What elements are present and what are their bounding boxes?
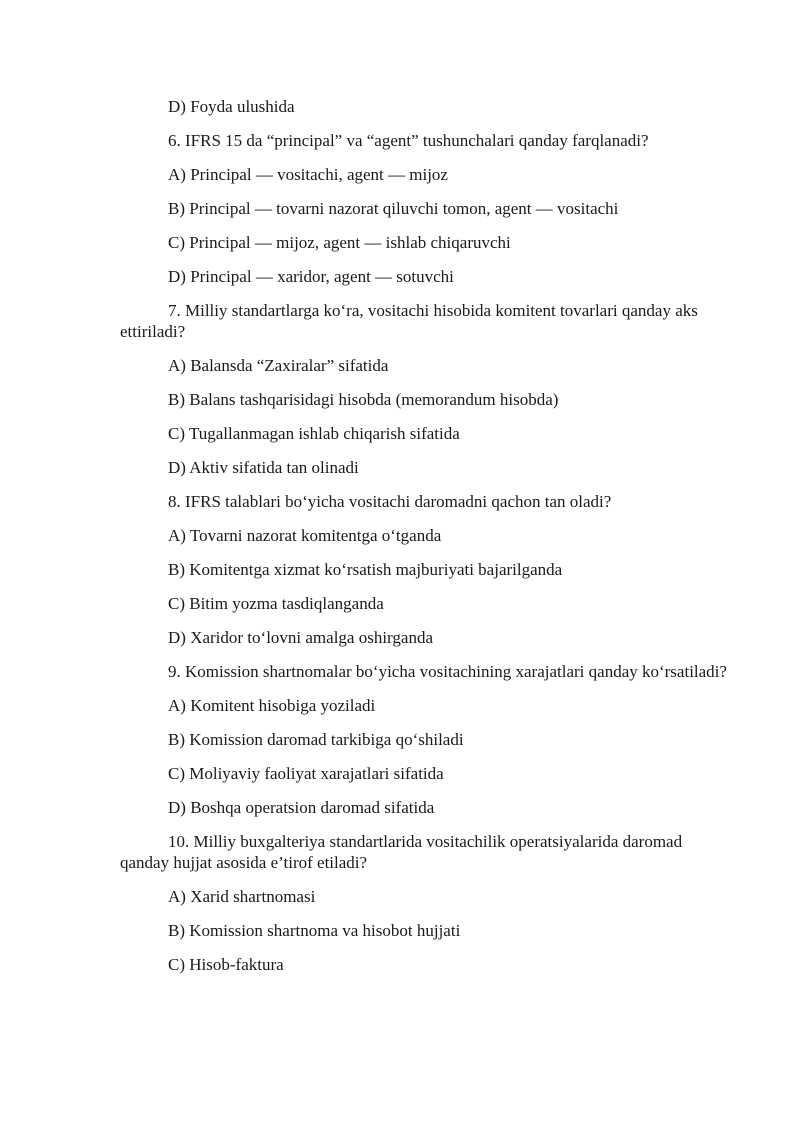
answer-option: B) Komitentga xizmat ko‘rsatish majburiyati bajarilganda [168, 560, 563, 579]
answer-option: C) Tugallanmagan ishlab chiqarish sifatida [168, 424, 460, 443]
answer-option: B) Principal — tovarni nazorat qiluvchi tomon, agent — vositachi [168, 199, 619, 218]
answer-option: C) Moliyaviy faoliyat xarajatlari sifatida [168, 764, 444, 783]
answer-option: D) Foyda ulushida [168, 97, 295, 116]
answer-option: C) Hisob-faktura [168, 955, 284, 974]
answer-option: C) Bitim yozma tasdiqlanganda [168, 594, 384, 613]
answer-option: A) Xarid shartnomasi [168, 887, 316, 906]
question-6: 6. IFRS 15 da “principal” va “agent” tushunchalari qanday farqlanadi? [168, 131, 649, 150]
answer-option: C) Principal — mijoz, agent — ishlab chiqaruvchi [168, 233, 511, 252]
answer-option: D) Xaridor to‘lovni amalga oshirganda [168, 628, 434, 647]
answer-option: A) Principal — vositachi, agent — mijoz [168, 165, 448, 184]
answer-option: D) Boshqa operatsion daromad sifatida [168, 798, 435, 817]
answer-option: D) Principal — xaridor, agent — sotuvchi [168, 267, 454, 286]
answer-option: A) Balansda “Zaxiralar” sifatida [168, 356, 389, 375]
answer-option: A) Tovarni nazorat komitentga o‘tganda [168, 526, 442, 545]
question-10: 10. Milliy buxgalteriya standartlarida vositachilik operatsiyalarida daromad qanday hujjat asosida e’tirof etiladi? [120, 832, 683, 872]
answer-option: B) Komission shartnoma va hisobot hujjati [168, 921, 461, 940]
answer-option: B) Balans tashqarisidagi hisobda (memorandum hisobda) [168, 390, 559, 409]
question-9: 9. Komission shartnomalar bo‘yicha vositachining xarajatlari qanday ko‘rsatiladi? [168, 662, 727, 681]
answer-option: B) Komission daromad tarkibiga qo‘shiladi [168, 730, 464, 749]
question-8: 8. IFRS talablari bo‘yicha vositachi daromadni qachon tan oladi? [168, 492, 612, 511]
question-7: 7. Milliy standartlarga ko‘ra, vositachi hisobida komitent tovarlari qanday aks ettiriladi? [120, 301, 698, 341]
document-page [120, 96, 730, 988]
answer-option: A) Komitent hisobiga yoziladi [168, 696, 376, 715]
answer-option: D) Aktiv sifatida tan olinadi [168, 458, 359, 477]
